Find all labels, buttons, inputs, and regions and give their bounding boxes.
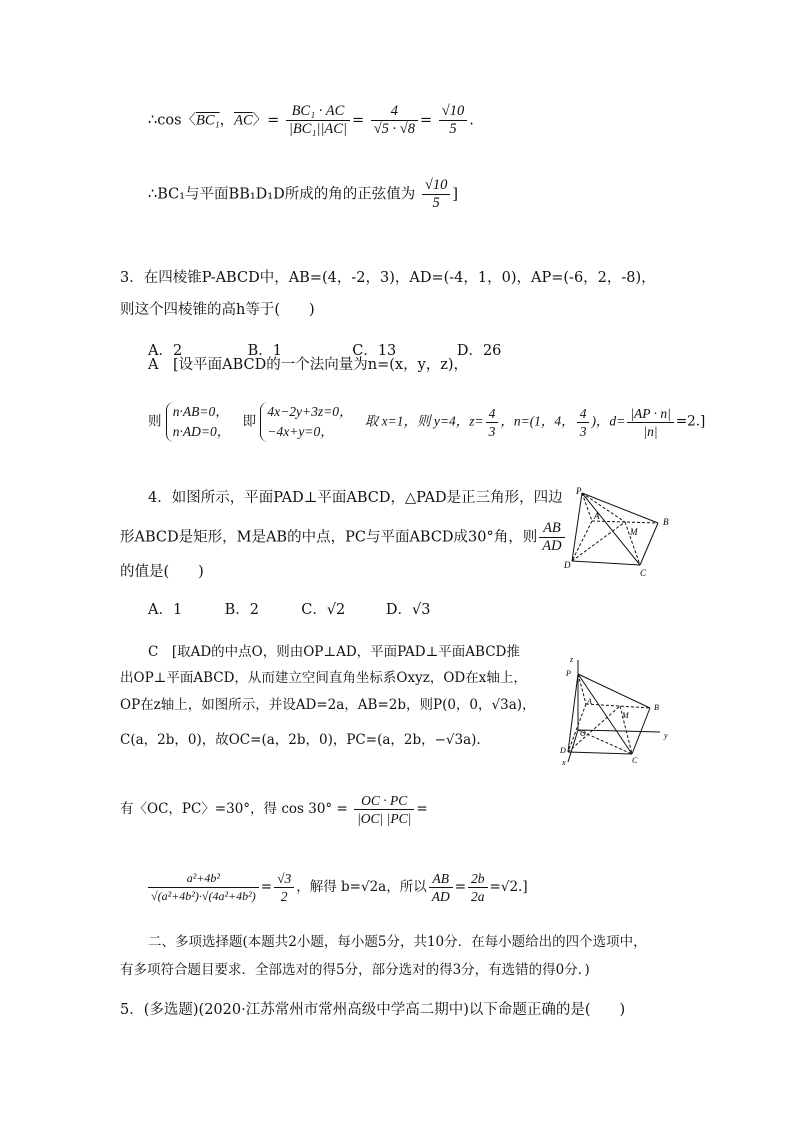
section2-line1: 二、多项选择题(本题共2小题，每小题5分，共10分．在每小题给出的四个选项中， [148, 934, 647, 950]
q4-line1: 4．如图所示，平面PAD⊥平面ABCD，△PAD是正三角形，四边 [148, 490, 563, 506]
q3-system-line: 则 n·AB=0， n·AD=0， 即 4x−2y+3z=0， −4x+y=0， 取 x=1，则 y=4，z= $\frac{4}{3}$ ，n=(1，4， $\frac{4}{3}$ )，d= $\frac{|AP \cdot n|}{|n|}$ =2.] [148, 402, 705, 442]
q4-option-c[interactable]: C．√2 [301, 602, 346, 618]
label-o2: O [580, 729, 586, 738]
conclusion-line: ∴BC₁与平面BB₁D₁D所成的角的正弦值为 $\frac{√10}{5}$ ] [148, 177, 458, 211]
q3-line2: 则这个四棱锥的高h等于( ) [120, 302, 315, 318]
label-m: M [630, 527, 638, 537]
q3-line1: 3．在四棱锥P-ABCD中，AB=(4，-2，3)，AD=(-4，1，0)，AP=(-6，2，-8)， [120, 270, 656, 286]
label-z: z [570, 655, 574, 664]
q4-option-a[interactable]: A．1 [148, 602, 183, 618]
label-x: x [562, 758, 566, 767]
label-a: A [594, 511, 600, 521]
label-c2: C [632, 756, 638, 765]
label-b: B [663, 517, 669, 527]
q4-have-line: 有〈OC，PC〉=30°，得 cos 30° = $\frac{OC \cdot PC}{|OC| |PC|}$ = [120, 793, 428, 826]
ratio-fraction: $\frac{AB}{AD}$ [539, 520, 564, 555]
label-p: P [576, 486, 582, 496]
have-fraction: $\frac{OC \cdot PC}{|OC| |PC|}$ [354, 792, 414, 827]
label-d2: D [560, 746, 566, 755]
q4-options [148, 600, 430, 620]
label-d: D [564, 560, 571, 570]
q3-option-a[interactable]: A．2 [148, 343, 183, 359]
cos-formula-line: ∴cos〈BC₁，$\overline{AC}$〉= $\frac{\text{BC₁ · AC}}{\text{|BC₁||AC|}}$ = $\frac{4}{√5 \cdot √8}$ = $\frac{√10}{5}$ . [148, 103, 474, 137]
cos-fraction: $\frac{\text{BC₁ · AC}}{\text{|BC₁||AC|}}$ [286, 103, 350, 138]
q3-vector-system: n·AB=0， n·AD=0， [166, 402, 238, 442]
q4-line2: 形ABCD是矩形，M是AB的中点，PC与平面ABCD成30°角，则 $\frac{AB}{AD}$ [120, 520, 567, 555]
q4-option-b[interactable]: B．2 [224, 602, 259, 618]
label-c: C [640, 568, 647, 578]
section2-line2: 有多项符合题目要求．全部选对的得5分，部分选对的得3分，有选错的得0分．) [120, 962, 590, 978]
q3-option-d[interactable]: D．26 [456, 343, 502, 359]
label-a2: A [587, 697, 592, 706]
q4-line3: 的值是( ) [120, 564, 204, 580]
distance-fraction: $\frac{|AP \cdot n|}{|n|}$ [627, 405, 674, 440]
q3-option-c[interactable]: C．13 [352, 343, 397, 359]
q3-linear-system: 4x−2y+3z=0， −4x+y=0， [260, 402, 360, 442]
label-p2: P [566, 669, 571, 678]
q4-answer-line3: OP在z轴上，如图所示，并设AD=2a，AB=2b，则P(0，0，√3a)， [120, 697, 536, 713]
coordinate-figure [560, 652, 675, 767]
q5-line1: 5．(多选题)(2020·江苏常州市常州高级中学高二期中)以下命题正确的是( ) [120, 1002, 626, 1018]
q4-answer-line1: C [取AD的中点O，则由OP⊥AD，平面PAD⊥平面ABCD推 [148, 644, 520, 660]
label-m2: M [622, 711, 629, 720]
final-fraction: $\frac{\text{a²+4b²}}{\text{√(a²+4b²)·√(4a²+4b²)}}$ [148, 870, 259, 905]
q4-answer-line2: 出OP⊥平面ABCD，从而建立空间直角坐标系Oxyz，OD在x轴上， [120, 670, 527, 686]
value-fraction: $\frac{4}{√5 \cdot √8}$ [371, 103, 418, 138]
conclusion-fraction: $\frac{√10}{5}$ [422, 177, 450, 212]
result-fraction: $\frac{√10}{5}$ [439, 103, 467, 138]
q4-answer-line4: C(a，2b，0)，故OC=(a，2b，0)，PC=(a，2b，−√3a). [120, 732, 481, 748]
label-b2: B [654, 703, 659, 712]
q3-answer-line: A [设平面ABCD的一个法向量为n=(x，y，z)， [148, 357, 469, 373]
pyramid-figure [560, 485, 685, 580]
label-y: y [664, 731, 668, 740]
q4-final-line: $\frac{\text{a²+4b²}}{\text{√(a²+4b²)·√(4a²+4b²)}}$ = $\frac{√3}{2}$ ，解得 b=√2a，所以 $\frac{AB}{AD}$ = $\frac{2b}{2a}$ =√2.] [146, 870, 528, 905]
q3-option-b[interactable]: B．1 [247, 343, 282, 359]
q4-option-d[interactable]: D．√3 [385, 602, 431, 618]
